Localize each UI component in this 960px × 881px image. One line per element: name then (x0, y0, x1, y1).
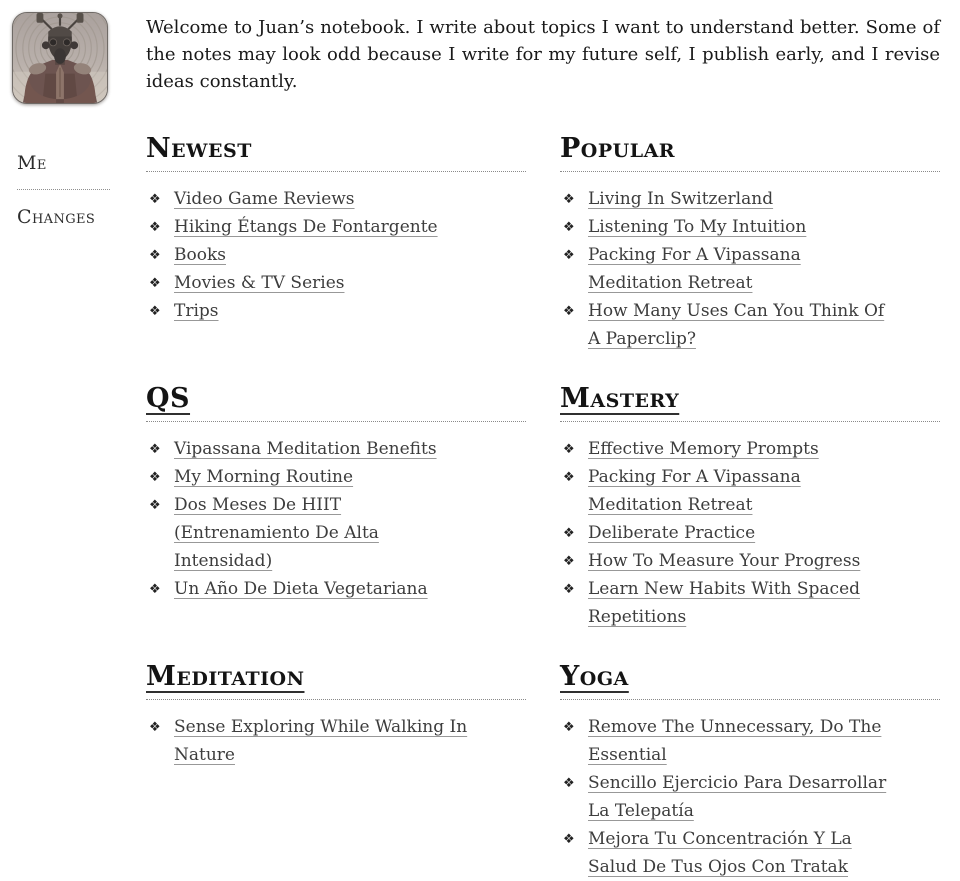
section-title-popular: Popular (560, 133, 676, 164)
avatar[interactable] (12, 12, 108, 104)
post-item (174, 185, 478, 213)
section-qs (146, 383, 526, 603)
section-post-list (560, 435, 892, 631)
post-link[interactable]: How To Measure Your Progress (588, 551, 861, 571)
post-item (588, 185, 892, 213)
post-item (588, 463, 892, 519)
post-link[interactable]: Effective Memory Prompts (588, 439, 819, 459)
post-item (174, 575, 478, 603)
section-title-yoga[interactable]: Yoga (560, 661, 629, 692)
section-title-newest: Newest (146, 133, 252, 164)
sidebar-divider (17, 189, 110, 190)
post-link[interactable]: Remove The Unnecessary, Do The Essential (588, 717, 882, 765)
section-newest (146, 133, 526, 325)
avatar-illustration-icon (13, 13, 107, 103)
post-item (588, 213, 892, 241)
post-link[interactable]: Packing For A Vipassana Meditation Retreat (588, 467, 801, 515)
section-meditation (146, 661, 526, 769)
section-title-meditation[interactable]: Meditation (146, 661, 305, 692)
sidebar-link-me[interactable]: Me (17, 152, 47, 174)
sections-grid (146, 133, 940, 881)
section-post-list (146, 435, 478, 603)
post-link[interactable]: Packing For A Vipassana Meditation Retreat (588, 245, 801, 293)
section-heading (560, 661, 940, 700)
post-item (174, 269, 478, 297)
post-item (174, 463, 478, 491)
post-item (174, 491, 478, 575)
section-title-qs[interactable]: QS (146, 383, 191, 414)
post-link[interactable]: Sencillo Ejercicio Para Desarrollar La Telepatía (588, 773, 887, 821)
section-post-list (146, 713, 478, 769)
section-post-list (146, 185, 478, 325)
section-heading (560, 133, 940, 172)
post-link[interactable]: Vipassana Meditation Benefits (174, 439, 437, 459)
section-heading (146, 383, 526, 422)
sidebar-nav (17, 150, 110, 230)
sidebar (0, 0, 146, 848)
post-link[interactable]: Video Game Reviews (174, 189, 355, 209)
post-link[interactable]: Deliberate Practice (588, 523, 756, 543)
section-heading (560, 383, 940, 422)
section-heading (146, 661, 526, 700)
post-item (588, 241, 892, 297)
post-link[interactable]: Hiking Étangs De Fontargente (174, 217, 438, 237)
section-mastery (560, 383, 940, 631)
post-link[interactable]: Mejora Tu Concentración Y La Salud De Tus Ojos Con Tratak (588, 829, 852, 877)
post-item (588, 825, 892, 881)
post-link[interactable]: My Morning Routine (174, 467, 354, 487)
post-item (588, 769, 892, 825)
post-item (588, 297, 892, 353)
section-heading (146, 133, 526, 172)
post-link[interactable]: Un Año De Dieta Vegetariana (174, 579, 428, 599)
post-item (174, 435, 478, 463)
post-link[interactable]: Sense Exploring While Walking In Nature (174, 717, 468, 765)
post-link[interactable]: Learn New Habits With Spaced Repetitions (588, 579, 861, 627)
post-link[interactable]: Living In Switzerland (588, 189, 774, 209)
post-item (174, 713, 478, 769)
section-title-mastery[interactable]: Mastery (560, 383, 680, 414)
post-item (588, 575, 892, 631)
post-item (588, 547, 892, 575)
post-item (174, 297, 478, 325)
section-popular (560, 133, 940, 353)
sidebar-link-changes[interactable]: Changes (17, 206, 96, 228)
section-yoga (560, 661, 940, 881)
post-link[interactable]: Movies & TV Series (174, 273, 345, 293)
post-link[interactable]: Listening To My Intuition (588, 217, 807, 237)
post-item (174, 241, 478, 269)
main-content (146, 0, 940, 881)
post-link[interactable]: Dos Meses De HIIT (Entrenamiento De Alta Intensidad) (174, 495, 379, 571)
section-post-list (560, 713, 892, 881)
post-item (588, 435, 892, 463)
section-post-list (560, 185, 892, 353)
post-item (588, 519, 892, 547)
post-item (174, 213, 478, 241)
intro-paragraph: Welcome to Juan’s notebook. I write about topics I want to understand better. Some of the notes may look odd because I write for my future self, I publish early, and I revise ideas constantly. (146, 17, 940, 92)
post-link[interactable]: Trips (174, 301, 219, 321)
post-link[interactable]: How Many Uses Can You Think Of A Paperclip? (588, 301, 885, 349)
post-item (588, 713, 892, 769)
post-link[interactable]: Books (174, 245, 226, 265)
